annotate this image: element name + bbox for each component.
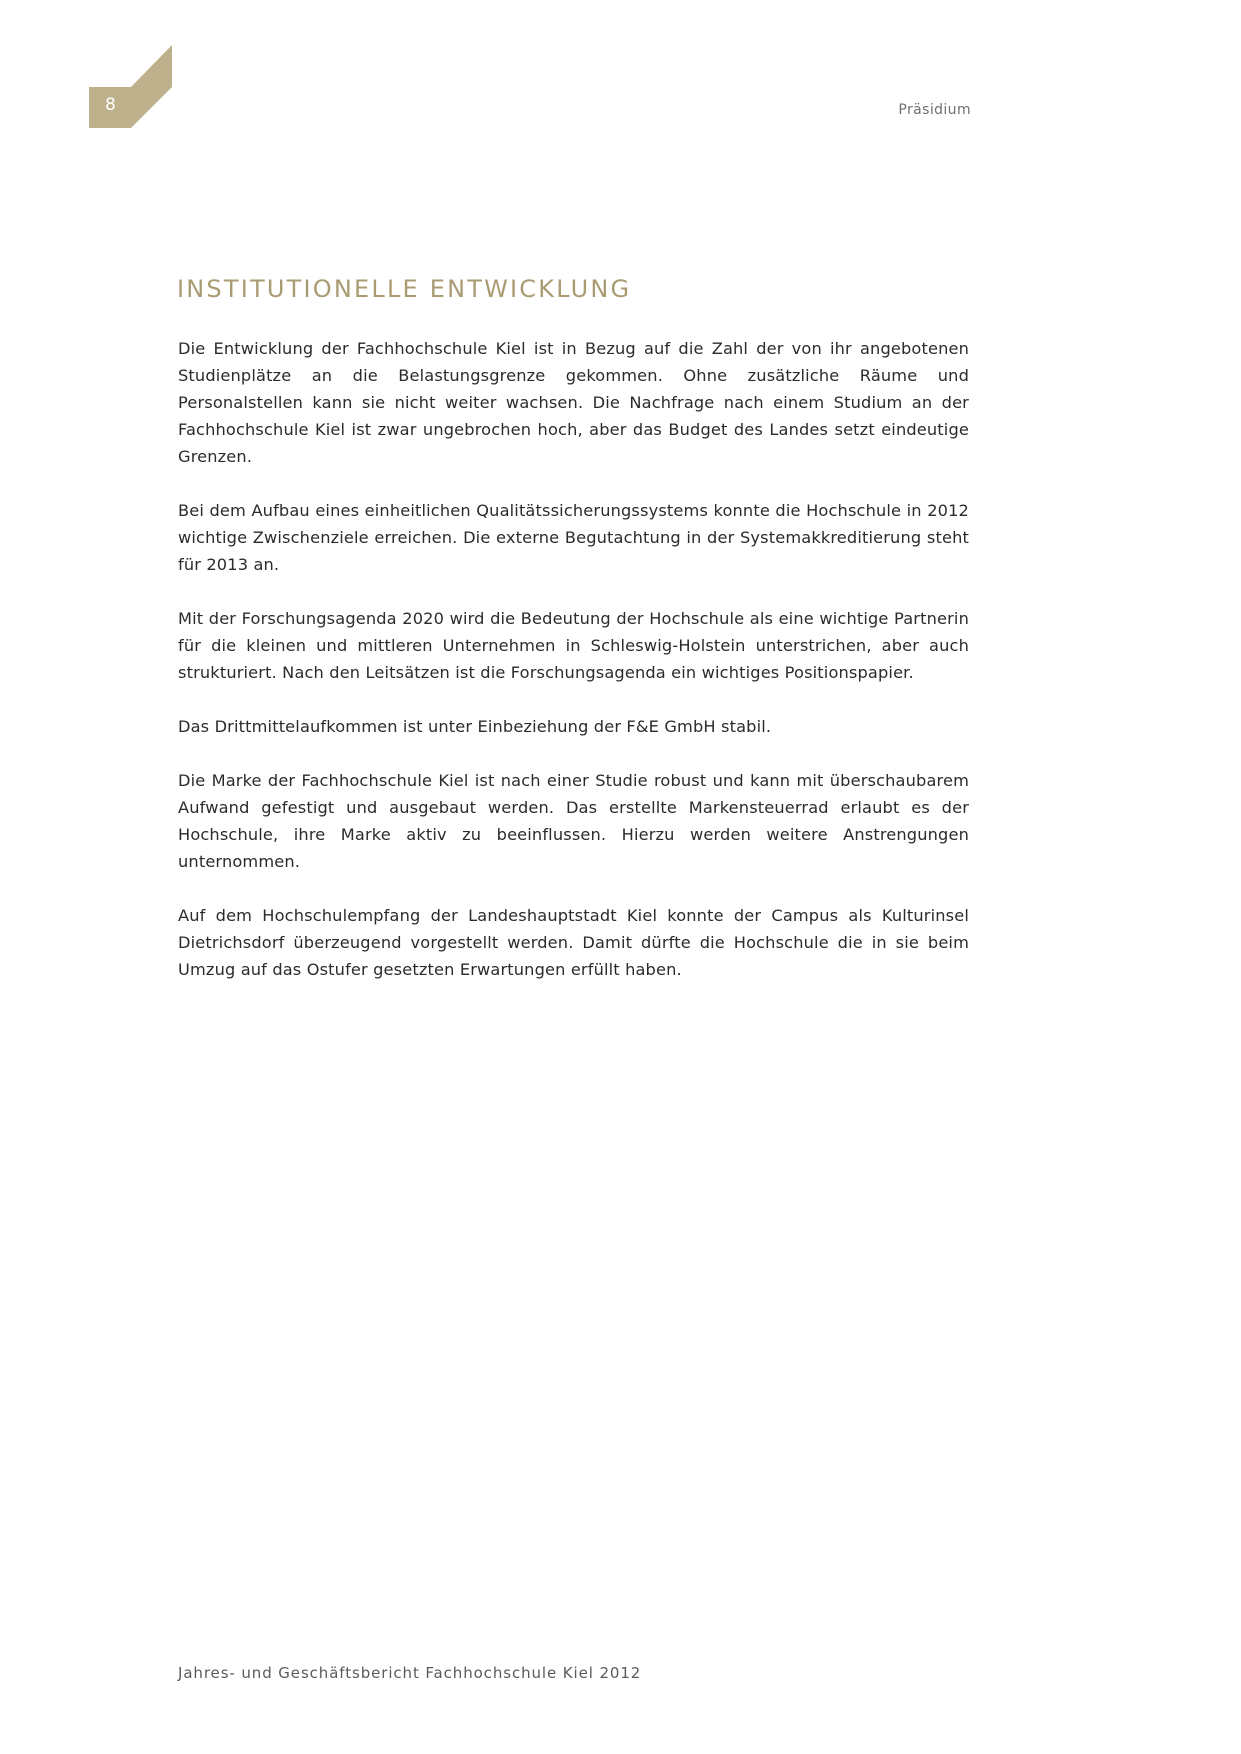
paragraph-campus: Auf dem Hochschulempfang der Landeshauptstadt Kiel konnte der Campus als Kulturinsel Dietrichsdorf überzeugend vorgestellt werden. Damit dürfte die Hochschule die in sie beim Umzug auf das Ostufer gesetzten Erwartungen erfüllt haben.: [178, 906, 969, 979]
running-header-section: Präsidium: [898, 102, 971, 118]
paragraph-capacity: Die Entwicklung der Fachhochschule Kiel ist in Bezug auf die Zahl der von ihr angebotenen Studienplätze an die Belastungsgrenze gekommen. Ohne zusätzliche Räume und Personalstellen kann sie nicht weiter wachsen. Die Nachfrage nach einem Studium an der Fachhochschule Kiel ist zwar ungebrochen hoch, aber das Budget des Landes setzt eindeutige Grenzen.: [178, 339, 969, 466]
page-tab-shape: [89, 45, 172, 128]
page-number-tab: [89, 45, 172, 128]
paragraph-research-agenda: Mit der Forschungsagenda 2020 wird die Bedeutung der Hochschule als eine wichtige Partnerin für die kleinen und mittleren Unternehmen in Schleswig-Holstein unterstrichen, aber auch strukturiert. Nach den Leitsätzen ist die Forschungsagenda ein wichtiges Positionspapier.: [178, 609, 969, 682]
paragraph-brand: Die Marke der Fachhochschule Kiel ist nach einer Studie robust und kann mit überschaubarem Aufwand gefestigt und ausgebaut werden. Das erstellte Markensteuerrad erlaubt es der Hochschule, ihre Marke aktiv zu beeinflussen. Hierzu werden weitere Anstrengungen unternommen.: [178, 771, 969, 871]
body-text: [178, 335, 969, 1010]
section-title: INSTITUTIONELLE ENTWICKLUNG: [177, 275, 632, 303]
paragraph-third-party-funding: Das Drittmittelaufkommen ist unter Einbeziehung der F&E GmbH stabil.: [178, 717, 772, 736]
paragraph-quality-assurance: Bei dem Aufbau eines einheitlichen Qualitätssicherungssystems konnte die Hochschule in 2012 wichtige Zwischenziele erreichen. Die externe Begutachtung in der Systemakkreditierung steht für 2013 an.: [178, 501, 969, 574]
running-footer: Jahres- und Geschäftsbericht Fachhochschule Kiel 2012: [178, 1664, 642, 1682]
page-number: 8: [105, 95, 116, 115]
